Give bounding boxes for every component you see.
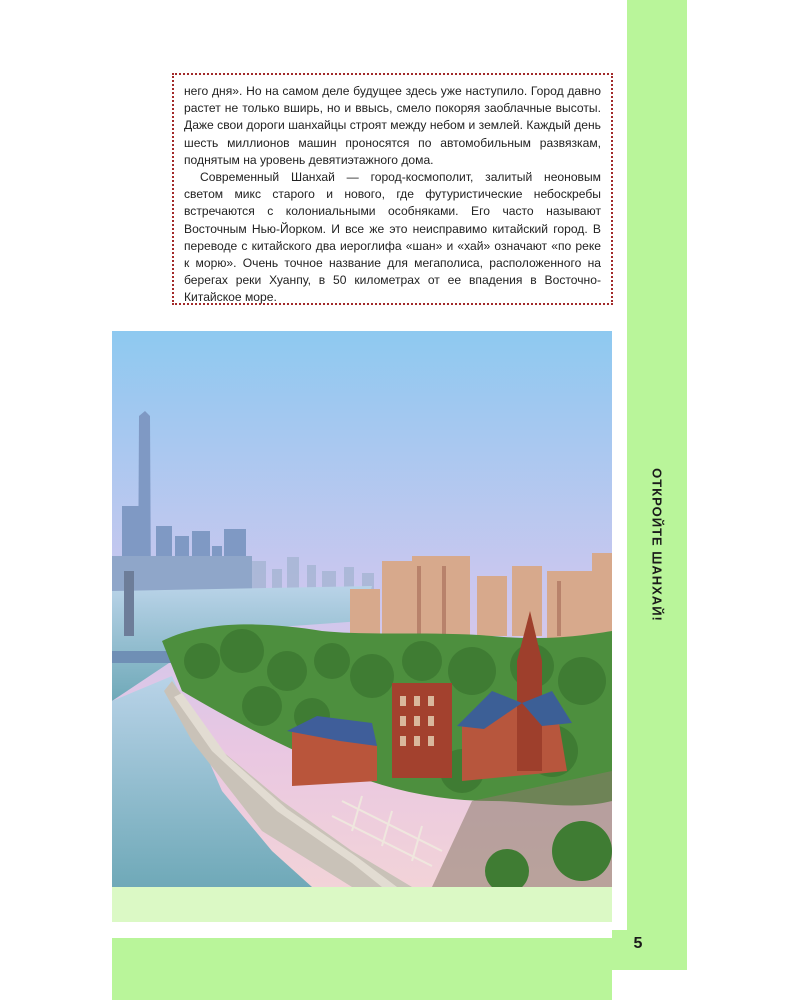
bottom-band (112, 938, 612, 1000)
section-title: ОТКРОЙТЕ ШАНХАЙ! (649, 468, 665, 622)
shanghai-photo (112, 331, 612, 887)
page-number: 5 (633, 935, 643, 952)
paragraph-1: него дня». Но на самом деле будущее здесь уже наступило. Город давно растет не только вширь, но и ввысь, смело покоряя заоблачные высоты. Даже свои дороги шанхайцы строят между небом и землей. Каждый день шесть миллионов машин проносятся по автомобильным развязкам, поднятым на уровень девятиэтажного дома. (184, 84, 601, 167)
paragraph-2: Современный Шанхай — город-космополит, залитый неоновым светом микс старого и нового, где футуристические небоскребы встречаются с колониальными особняками. Его часто называют Восточным Нью-Йорком. И все же это неисправимо китайский город. В переводе с китайского два иероглифа «шан» и «хай» означают «по реке к морю». Очень точное название для мегаполиса, расположенного на берегах реки Хуанпу, в 50 километрах от ее впадения в Восточно-Китайское море. (184, 170, 601, 305)
side-tab (627, 0, 687, 930)
caption-band (112, 887, 612, 922)
text-frame (172, 73, 613, 305)
